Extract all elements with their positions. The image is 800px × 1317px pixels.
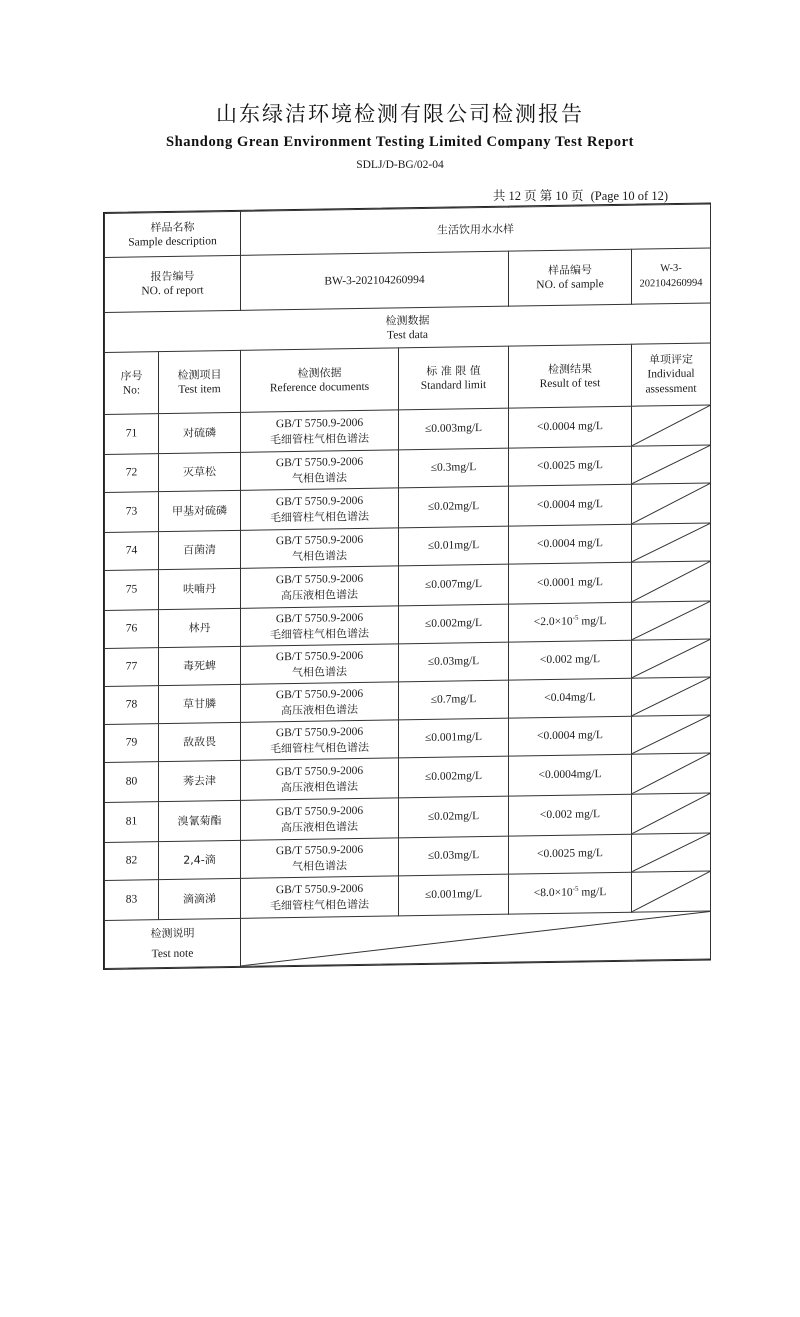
page-info-cn: 共 12 页 第 10 页: [492, 189, 584, 203]
row-test-item: 林丹: [159, 608, 241, 647]
row-assessment: [632, 561, 711, 602]
row-result: [509, 524, 632, 564]
row-standard-limit: ≤0.03mg/L: [399, 642, 509, 682]
row-result: [509, 406, 632, 448]
page-info: [489, 186, 668, 204]
row-number: 83: [105, 880, 159, 921]
document-code: SDLJ/D-BG/02-04: [356, 159, 444, 171]
row-standard-limit: ≤0.02mg/L: [399, 486, 509, 528]
assessment-strike: [632, 405, 710, 445]
row-assessment: [632, 833, 711, 872]
row-reference: GB/T 5750.9-2006 高压液相色谱法: [241, 798, 399, 840]
row-assessment: [632, 793, 711, 834]
row-result-exponent: -5: [572, 613, 579, 622]
row-number: 71: [105, 414, 159, 455]
assessment-strike: [632, 793, 710, 833]
row-result-value: <2.0×10: [533, 615, 573, 629]
row-result: [509, 640, 632, 680]
report-table: [104, 203, 711, 969]
assessment-strike: [632, 523, 710, 561]
row-result: [509, 872, 632, 914]
row-assessment: [632, 639, 711, 678]
assessment-strike: [632, 561, 710, 601]
row-result: [509, 446, 632, 486]
row-result-value: <0.0004 mg/L: [537, 420, 603, 434]
row-assessment: [632, 871, 711, 912]
row-number: 74: [105, 532, 159, 571]
report-title-cn: 山东绿洁环境检测有限公司检测报告: [216, 102, 584, 126]
sample-description-label: 样品名称 Sample description: [105, 211, 241, 257]
col-header-assessment: 单项评定 Individual assessment: [632, 343, 711, 406]
row-reference: GB/T 5750.9-2006 毛细管柱气相色谱法: [241, 720, 399, 760]
row-result-value: <8.0×10: [533, 886, 573, 900]
row-test-item: 对硫磷: [159, 412, 241, 453]
row-standard-limit: ≤0.02mg/L: [399, 796, 509, 838]
row-standard-limit: ≤0.002mg/L: [399, 604, 509, 644]
row-assessment: [632, 601, 711, 640]
row-result: [509, 678, 632, 718]
assessment-strike: [632, 601, 710, 639]
row-result-value: <0.0025 mg/L: [537, 459, 603, 473]
row-reference: GB/T 5750.9-2006 毛细管柱气相色谱法: [241, 488, 399, 530]
row-test-item: 草甘膦: [159, 684, 241, 723]
row-result-unit: mg/L: [578, 615, 607, 628]
row-reference: GB/T 5750.9-2006 高压液相色谱法: [241, 566, 399, 608]
row-test-item: 呋喃丹: [159, 568, 241, 609]
col-header-no: 序号 No:: [105, 352, 159, 415]
row-result-value: <0.0004mg/L: [538, 768, 602, 782]
row-standard-limit: ≤0.03mg/L: [399, 836, 509, 876]
row-standard-limit: ≤0.002mg/L: [399, 756, 509, 798]
row-result-exponent: -5: [572, 884, 579, 893]
report-title-en: Shandong Grean Environment Testing Limited Company Test Report: [165, 134, 635, 150]
assessment-strike: [632, 833, 710, 871]
row-test-item: 甲基对硫磷: [159, 490, 241, 531]
assessment-strike: [632, 753, 710, 793]
row-reference: GB/T 5750.9-2006 高压液相色谱法: [241, 758, 399, 800]
col-header-reference: 检测依据 Reference documents: [241, 348, 399, 412]
row-result-unit: mg/L: [578, 886, 607, 899]
row-result: [509, 562, 632, 604]
assessment-strike: [632, 445, 710, 483]
report-table-frame: [103, 202, 711, 970]
sample-number-value: W-3-202104260994: [632, 248, 711, 304]
row-result-value: <0.0004 mg/L: [537, 537, 603, 551]
row-number: 73: [105, 492, 159, 533]
sample-description-value: 生活饮用水水样: [241, 204, 711, 255]
row-assessment: [632, 483, 711, 524]
sample-number-label: 样品编号 NO. of sample: [509, 249, 632, 306]
row-result: [509, 834, 632, 874]
row-result-value: <0.002 mg/L: [539, 653, 601, 667]
row-number: 75: [105, 570, 159, 611]
row-number: 76: [105, 610, 159, 649]
row-assessment: [632, 715, 711, 754]
row-reference: GB/T 5750.9-2006 气相色谱法: [241, 450, 399, 490]
row-reference: GB/T 5750.9-2006 高压液相色谱法: [241, 682, 399, 722]
row-result-value: <0.04mg/L: [544, 691, 596, 705]
row-number: 72: [105, 454, 159, 493]
report-number-label: 报告编号 NO. of report: [105, 255, 241, 312]
assessment-strike: [632, 871, 710, 911]
row-number: 82: [105, 842, 159, 881]
col-header-limit: 标 准 限 值 Standard limit: [399, 346, 509, 410]
row-reference: GB/T 5750.9-2006 毛细管柱气相色谱法: [241, 876, 399, 918]
row-reference: GB/T 5750.9-2006 毛细管柱气相色谱法: [241, 606, 399, 646]
test-note-row: [105, 911, 711, 969]
row-assessment: [632, 753, 711, 794]
row-standard-limit: ≤0.3mg/L: [399, 448, 509, 488]
row-standard-limit: ≤0.001mg/L: [399, 718, 509, 758]
row-assessment: [632, 405, 711, 446]
row-test-item: 毒死蜱: [159, 646, 241, 685]
page-info-en: (Page 10 of 12): [590, 189, 668, 203]
assessment-strike: [632, 639, 710, 677]
row-test-item: 百菌清: [159, 530, 241, 569]
row-number: 80: [105, 762, 159, 803]
column-header-row: [105, 343, 711, 415]
row-standard-limit: ≤0.7mg/L: [399, 680, 509, 720]
test-note-label: 检测说明 Test note: [105, 918, 241, 968]
row-result-value: <0.0025 mg/L: [537, 847, 603, 861]
row-test-item: 溴氰菊酯: [159, 800, 241, 841]
row-result: [509, 794, 632, 836]
row-result-value: <0.002 mg/L: [539, 808, 601, 822]
row-number: 78: [105, 686, 159, 725]
row-result: [509, 602, 632, 642]
row-result-value: <0.0004 mg/L: [537, 729, 603, 743]
row-standard-limit: ≤0.01mg/L: [399, 526, 509, 566]
row-number: 81: [105, 802, 159, 843]
row-reference: GB/T 5750.9-2006 气相色谱法: [241, 644, 399, 684]
row-reference: GB/T 5750.9-2006 气相色谱法: [241, 528, 399, 568]
row-result: [509, 716, 632, 756]
row-test-item: 2,4-滴: [159, 840, 241, 879]
test-data-title: 检测数据 Test data: [105, 303, 711, 353]
row-assessment: [632, 445, 711, 484]
report-number-value: BW-3-202104260994: [241, 251, 509, 310]
row-assessment: [632, 677, 711, 716]
test-note-value: [241, 911, 711, 966]
assessment-strike: [632, 483, 710, 523]
row-standard-limit: ≤0.001mg/L: [399, 874, 509, 916]
col-header-result: 检测结果 Result of test: [509, 344, 632, 408]
report-number-row: [105, 248, 711, 313]
row-assessment: [632, 523, 711, 562]
assessment-strike: [632, 677, 710, 715]
row-test-item: 莠去津: [159, 760, 241, 801]
assessment-strike: [632, 715, 710, 753]
row-test-item: 滴滴涕: [159, 878, 241, 919]
row-test-item: 灭草松: [159, 452, 241, 491]
row-result: [509, 484, 632, 526]
row-reference: GB/T 5750.9-2006 气相色谱法: [241, 838, 399, 878]
row-standard-limit: ≤0.007mg/L: [399, 564, 509, 606]
test-note-strike: [241, 911, 710, 965]
data-rows: [105, 405, 711, 921]
row-standard-limit: ≤0.003mg/L: [399, 408, 509, 450]
row-result: [509, 754, 632, 796]
col-header-item: 检测项目 Test item: [159, 350, 241, 413]
row-result-value: <0.0001 mg/L: [537, 576, 603, 590]
row-number: 79: [105, 724, 159, 763]
row-number: 77: [105, 648, 159, 687]
row-test-item: 敌敌畏: [159, 722, 241, 761]
row-result-value: <0.0004 mg/L: [537, 498, 603, 512]
row-reference: GB/T 5750.9-2006 毛细管柱气相色谱法: [241, 410, 399, 452]
